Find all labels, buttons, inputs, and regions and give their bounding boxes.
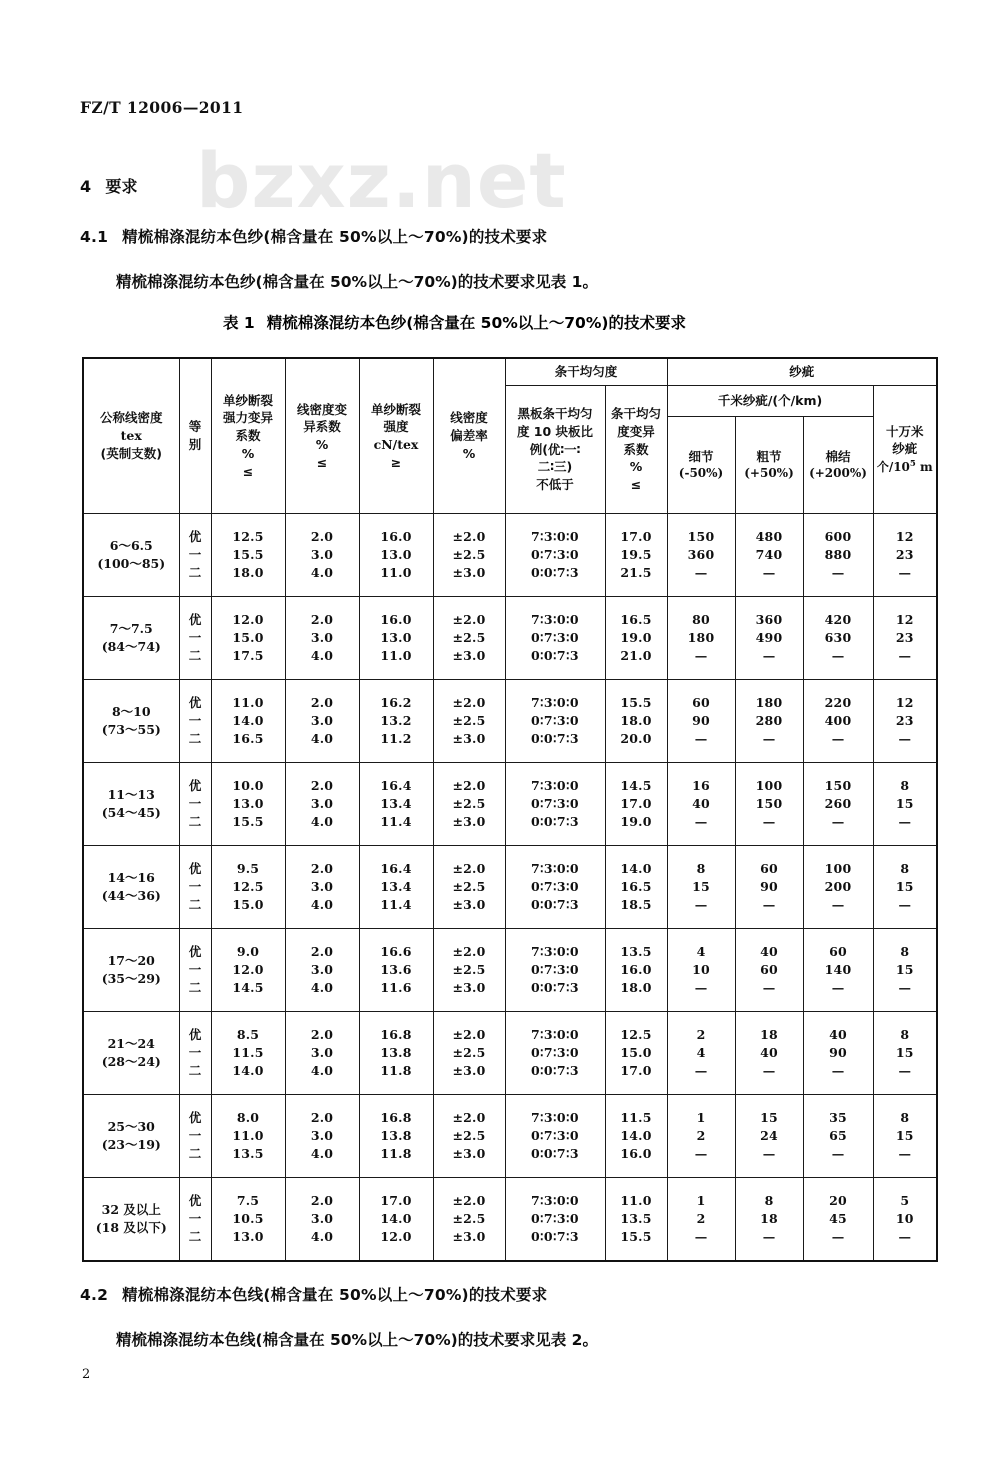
cell-blackboard-evenness: 7∶3∶0∶0 0∶7∶3∶0 0∶0∶7∶3 (505, 1178, 605, 1262)
cell-evenness-cv: 11.5 14.0 16.0 (605, 1095, 667, 1178)
watermark-text: bzxz.net (196, 136, 567, 225)
cell-grade: 优 一 二 (179, 514, 211, 597)
cell-neps: 420 630 — (803, 597, 873, 680)
cell-nominal-density: 6～6.5 (100～85) (83, 514, 179, 597)
cell-density-deviation: ±2.0 ±2.5 ±3.0 (433, 597, 505, 680)
cell-blackboard-evenness: 7∶3∶0∶0 0∶7∶3∶0 0∶0∶7∶3 (505, 846, 605, 929)
header-evenness-cv: 条干均匀 度变异 系数 % ≤ (605, 386, 667, 514)
cell-density-deviation: ±2.0 ±2.5 ±3.0 (433, 846, 505, 929)
cell-thick-places: 60 90 — (735, 846, 803, 929)
cell-density-cv: 2.0 3.0 4.0 (285, 929, 359, 1012)
cell-blackboard-evenness: 7∶3∶0∶0 0∶7∶3∶0 0∶0∶7∶3 (505, 514, 605, 597)
header-row-1 (83, 358, 937, 386)
table-row (83, 1012, 937, 1095)
cell-thin-places: 150 360 — (667, 514, 735, 597)
cell-thin-places: 80 180 — (667, 597, 735, 680)
cell-thick-places: 360 490 — (735, 597, 803, 680)
cell-density-cv: 2.0 3.0 4.0 (285, 1012, 359, 1095)
header-nominal-density: 公称线密度 tex (英制支数) (83, 358, 179, 514)
cell-density-deviation: ±2.0 ±2.5 ±3.0 (433, 1178, 505, 1262)
cell-nominal-density: 14～16 (44～36) (83, 846, 179, 929)
cell-grade: 优 一 二 (179, 929, 211, 1012)
table-1-title: 精梳棉涤混纺本色纱(棉含量在 50%以上～70%)的技术要求 (266, 314, 686, 332)
cell-strength-cv: 7.5 10.5 13.0 (211, 1178, 285, 1262)
cell-thin-places: 2 4 — (667, 1012, 735, 1095)
cell-grade: 优 一 二 (179, 597, 211, 680)
cell-neps: 40 90 — (803, 1012, 873, 1095)
header-neps: 棉结 (+200%) (803, 417, 873, 514)
cell-evenness-cv: 12.5 15.0 17.0 (605, 1012, 667, 1095)
clause-41-title: 精梳棉涤混纺本色纱(棉含量在 50%以上～70%)的技术要求 (122, 228, 548, 246)
table-row (83, 597, 937, 680)
cell-breaking-strength: 17.0 14.0 12.0 (359, 1178, 433, 1262)
cell-thin-places: 16 40 — (667, 763, 735, 846)
table-1-container (82, 357, 933, 1262)
cell-strength-cv: 8.5 11.5 14.0 (211, 1012, 285, 1095)
cell-nominal-density: 7～7.5 (84～74) (83, 597, 179, 680)
cell-hundred-thousand-meter-defects: 8 15 — (873, 929, 937, 1012)
table-row (83, 1178, 937, 1262)
cell-strength-cv: 12.5 15.5 18.0 (211, 514, 285, 597)
cell-grade: 优 一 二 (179, 1095, 211, 1178)
page-number: 2 (82, 1367, 91, 1382)
header-blackboard-evenness: 黑板条干均匀 度 10 块板比 例(优∶一∶ 二∶三) 不低于 (505, 386, 605, 514)
cell-thick-places: 480 740 — (735, 514, 803, 597)
cell-neps: 60 140 — (803, 929, 873, 1012)
cell-evenness-cv: 13.5 16.0 18.0 (605, 929, 667, 1012)
cell-neps: 600 880 — (803, 514, 873, 597)
cell-nominal-density: 21～24 (28～24) (83, 1012, 179, 1095)
cell-evenness-cv: 15.5 18.0 20.0 (605, 680, 667, 763)
cell-hundred-thousand-meter-defects: 5 10 — (873, 1178, 937, 1262)
cell-breaking-strength: 16.0 13.0 11.0 (359, 597, 433, 680)
cell-blackboard-evenness: 7∶3∶0∶0 0∶7∶3∶0 0∶0∶7∶3 (505, 929, 605, 1012)
header-group-defects: 纱疵 (667, 358, 937, 386)
cell-hundred-thousand-meter-defects: 8 15 — (873, 763, 937, 846)
cell-thin-places: 4 10 — (667, 929, 735, 1012)
cell-strength-cv: 12.0 15.0 17.5 (211, 597, 285, 680)
cell-blackboard-evenness: 7∶3∶0∶0 0∶7∶3∶0 0∶0∶7∶3 (505, 680, 605, 763)
cell-thick-places: 8 18 — (735, 1178, 803, 1262)
header-grade: 等 别 (179, 358, 211, 514)
clause-41-body: 精梳棉涤混纺本色纱(棉含量在 50%以上～70%)的技术要求见表 1。 (116, 273, 598, 291)
cell-breaking-strength: 16.0 13.0 11.0 (359, 514, 433, 597)
cell-blackboard-evenness: 7∶3∶0∶0 0∶7∶3∶0 0∶0∶7∶3 (505, 1012, 605, 1095)
cell-breaking-strength: 16.6 13.6 11.6 (359, 929, 433, 1012)
cell-strength-cv: 11.0 14.0 16.5 (211, 680, 285, 763)
header-strength-cv: 单纱断裂 强力变异 系数 % ≤ (211, 358, 285, 514)
cell-neps: 20 45 — (803, 1178, 873, 1262)
table-row (83, 680, 937, 763)
cell-grade: 优 一 二 (179, 680, 211, 763)
cell-density-deviation: ±2.0 ±2.5 ±3.0 (433, 1095, 505, 1178)
cell-hundred-thousand-meter-defects: 12 23 — (873, 680, 937, 763)
cell-blackboard-evenness: 7∶3∶0∶0 0∶7∶3∶0 0∶0∶7∶3 (505, 1095, 605, 1178)
table-row (83, 514, 937, 597)
cell-blackboard-evenness: 7∶3∶0∶0 0∶7∶3∶0 0∶0∶7∶3 (505, 597, 605, 680)
cell-thick-places: 100 150 — (735, 763, 803, 846)
cell-nominal-density: 8～10 (73～55) (83, 680, 179, 763)
cell-thin-places: 1 2 — (667, 1178, 735, 1262)
table-1-caption (223, 311, 686, 333)
table-row (83, 846, 937, 929)
clause-42-number: 4.2 (80, 1286, 109, 1304)
cell-grade: 优 一 二 (179, 1178, 211, 1262)
clause-4-number: 4 (80, 177, 92, 196)
cell-neps: 220 400 — (803, 680, 873, 763)
header-km-defects: 千米纱疵/(个/km) (667, 386, 873, 417)
header-breaking-strength: 单纱断裂 强度 cN/tex ≥ (359, 358, 433, 514)
table-header (83, 358, 937, 514)
cell-strength-cv: 8.0 11.0 13.5 (211, 1095, 285, 1178)
cell-density-deviation: ±2.0 ±2.5 ±3.0 (433, 680, 505, 763)
cell-evenness-cv: 14.5 17.0 19.0 (605, 763, 667, 846)
table-row (83, 763, 937, 846)
header-thin-places: 细节 (-50%) (667, 417, 735, 514)
header-density-deviation: 线密度 偏差率 % (433, 358, 505, 514)
table-row (83, 929, 937, 1012)
cell-hundred-thousand-meter-defects: 8 15 — (873, 1095, 937, 1178)
header-hundred-thousand-meter-defects: 十万米 纱疵 个$/10^5$ m (873, 386, 937, 514)
cell-hundred-thousand-meter-defects: 8 15 — (873, 1012, 937, 1095)
cell-density-cv: 2.0 3.0 4.0 (285, 597, 359, 680)
clause-41-number: 4.1 (80, 228, 109, 246)
cell-neps: 35 65 — (803, 1095, 873, 1178)
standard-code-header: FZ/T 12006—2011 (80, 98, 244, 117)
cell-evenness-cv: 11.0 13.5 15.5 (605, 1178, 667, 1262)
cell-blackboard-evenness: 7∶3∶0∶0 0∶7∶3∶0 0∶0∶7∶3 (505, 763, 605, 846)
cell-breaking-strength: 16.2 13.2 11.2 (359, 680, 433, 763)
cell-strength-cv: 9.0 12.0 14.5 (211, 929, 285, 1012)
cell-thin-places: 60 90 — (667, 680, 735, 763)
cell-neps: 100 200 — (803, 846, 873, 929)
specification-table (82, 357, 938, 1262)
cell-strength-cv: 9.5 12.5 15.0 (211, 846, 285, 929)
header-thick-places: 粗节 (+50%) (735, 417, 803, 514)
clause-42-heading (80, 1283, 547, 1305)
clause-4-title: 要求 (105, 177, 138, 196)
cell-evenness-cv: 14.0 16.5 18.5 (605, 846, 667, 929)
cell-strength-cv: 10.0 13.0 15.5 (211, 763, 285, 846)
clause-41-heading (80, 225, 547, 247)
cell-thick-places: 15 24 — (735, 1095, 803, 1178)
cell-breaking-strength: 16.4 13.4 11.4 (359, 846, 433, 929)
cell-density-deviation: ±2.0 ±2.5 ±3.0 (433, 514, 505, 597)
cell-thick-places: 180 280 — (735, 680, 803, 763)
cell-density-cv: 2.0 3.0 4.0 (285, 1178, 359, 1262)
cell-grade: 优 一 二 (179, 846, 211, 929)
clause-4-heading (80, 174, 138, 197)
cell-breaking-strength: 16.8 13.8 11.8 (359, 1012, 433, 1095)
cell-nominal-density: 11～13 (54～45) (83, 763, 179, 846)
cell-grade: 优 一 二 (179, 1012, 211, 1095)
cell-neps: 150 260 — (803, 763, 873, 846)
cell-nominal-density: 32 及以上 (18 及以下) (83, 1178, 179, 1262)
cell-breaking-strength: 16.4 13.4 11.4 (359, 763, 433, 846)
cell-density-cv: 2.0 3.0 4.0 (285, 1095, 359, 1178)
cell-nominal-density: 25～30 (23～19) (83, 1095, 179, 1178)
table-row (83, 1095, 937, 1178)
cell-evenness-cv: 17.0 19.5 21.5 (605, 514, 667, 597)
cell-hundred-thousand-meter-defects: 12 23 — (873, 597, 937, 680)
cell-grade: 优 一 二 (179, 763, 211, 846)
cell-density-cv: 2.0 3.0 4.0 (285, 680, 359, 763)
cell-density-deviation: ±2.0 ±2.5 ±3.0 (433, 763, 505, 846)
cell-density-cv: 2.0 3.0 4.0 (285, 763, 359, 846)
header-group-evenness: 条干均匀度 (505, 358, 667, 386)
table-1-label: 表 1 (223, 314, 255, 332)
clause-42-body: 精梳棉涤混纺本色线(棉含量在 50%以上～70%)的技术要求见表 2。 (116, 1331, 598, 1349)
cell-thick-places: 18 40 — (735, 1012, 803, 1095)
cell-hundred-thousand-meter-defects: 8 15 — (873, 846, 937, 929)
cell-thick-places: 40 60 — (735, 929, 803, 1012)
cell-density-cv: 2.0 3.0 4.0 (285, 514, 359, 597)
cell-breaking-strength: 16.8 13.8 11.8 (359, 1095, 433, 1178)
cell-hundred-thousand-meter-defects: 12 23 — (873, 514, 937, 597)
table-body (83, 514, 937, 1262)
cell-evenness-cv: 16.5 19.0 21.0 (605, 597, 667, 680)
header-density-cv: 线密度变 异系数 % ≤ (285, 358, 359, 514)
cell-nominal-density: 17～20 (35～29) (83, 929, 179, 1012)
cell-density-cv: 2.0 3.0 4.0 (285, 846, 359, 929)
cell-thin-places: 8 15 — (667, 846, 735, 929)
cell-density-deviation: ±2.0 ±2.5 ±3.0 (433, 929, 505, 1012)
clause-42-title: 精梳棉涤混纺本色线(棉含量在 50%以上～70%)的技术要求 (122, 1286, 548, 1304)
cell-density-deviation: ±2.0 ±2.5 ±3.0 (433, 1012, 505, 1095)
cell-thin-places: 1 2 — (667, 1095, 735, 1178)
